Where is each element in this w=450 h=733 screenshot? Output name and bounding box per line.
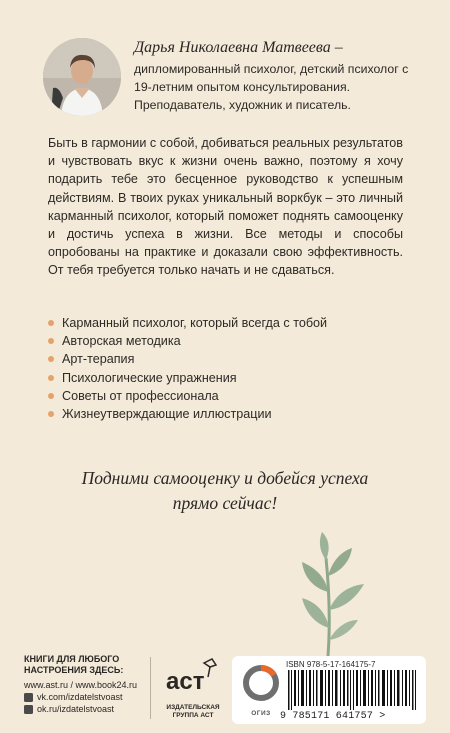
bullet-dot-icon <box>48 338 54 344</box>
plant-sprout-icon <box>286 528 382 661</box>
author-name: Дарья Николаевна Матвеева – <box>134 39 343 56</box>
website-links[interactable]: www.ast.ru / www.book24.ru <box>24 680 138 690</box>
barcode-digits: 9 785171 641757 > <box>280 711 386 722</box>
isbn-text: ISBN 978-5-17-164175-7 <box>286 660 376 669</box>
footer-title-line-1: КНИГИ ДЛЯ ЛЮБОГО <box>24 654 120 664</box>
intro-paragraph: Быть в гармонии с собой, добиваться реальных результатов и чувствовать вкус к жизни очень важно, поэтому я хочу подарить тебе это бесценное руководство к успешным действиям. В твоих руках уникальный воркбук – это личный карманный психолог, который поможет поднять самооценку и достичь успеха в жизни. Все методы и способы опробованы на практике и доказали свою эффективность. От тебя требуется только начать и не сдаваться. <box>48 136 403 278</box>
bullet-dot-icon <box>48 411 54 417</box>
bullet-dot-icon <box>48 393 54 399</box>
vk-link[interactable]: vk.com/izdatelstvoast <box>24 691 154 703</box>
ogiz-logo <box>240 662 282 717</box>
list-item: Арт-терапия <box>48 350 408 368</box>
slogan-line-2: прямо сейчас! <box>172 493 278 513</box>
ast-logo-icon <box>160 657 226 697</box>
barcode-panel <box>232 656 426 724</box>
ogiz-ring-icon <box>240 662 282 704</box>
bullet-dot-icon <box>48 375 54 381</box>
publisher-caption: ИЗДАТЕЛЬСКАЯ ГРУППА АСТ <box>166 704 220 719</box>
slogan-line-1: Подними самооценку и добейся успеха <box>81 468 369 488</box>
footer-title-line-2: НАСТРОЕНИЯ ЗДЕСЬ: <box>24 665 124 675</box>
author-photo <box>43 38 121 116</box>
svg-text:аст: аст <box>166 668 205 695</box>
list-item: Жизнеутверждающие иллюстрации <box>48 405 408 423</box>
list-item: Карманный психолог, который всегда с тобой <box>48 314 408 332</box>
slogan <box>0 466 450 516</box>
author-description: дипломированный психолог, детский психолог с 19-летним опытом консультирования. Преподаватель, художник и писатель. <box>134 62 409 112</box>
ogiz-label: ОГИЗ <box>251 710 271 717</box>
publisher-logo <box>160 657 226 720</box>
ok-link[interactable]: ok.ru/izdatelstvoast <box>24 703 154 715</box>
bullet-dot-icon <box>48 356 54 362</box>
barcode-icon <box>288 670 420 710</box>
list-item: Психологические упражнения <box>48 369 408 387</box>
ok-icon <box>24 705 33 714</box>
footer-links <box>24 654 154 715</box>
footer-divider <box>150 657 151 719</box>
bullet-dot-icon <box>48 320 54 326</box>
list-item: Авторская методика <box>48 332 408 350</box>
list-item: Советы от профессионала <box>48 387 408 405</box>
feature-list <box>48 314 408 423</box>
vk-icon <box>24 693 33 702</box>
author-block <box>134 38 424 114</box>
